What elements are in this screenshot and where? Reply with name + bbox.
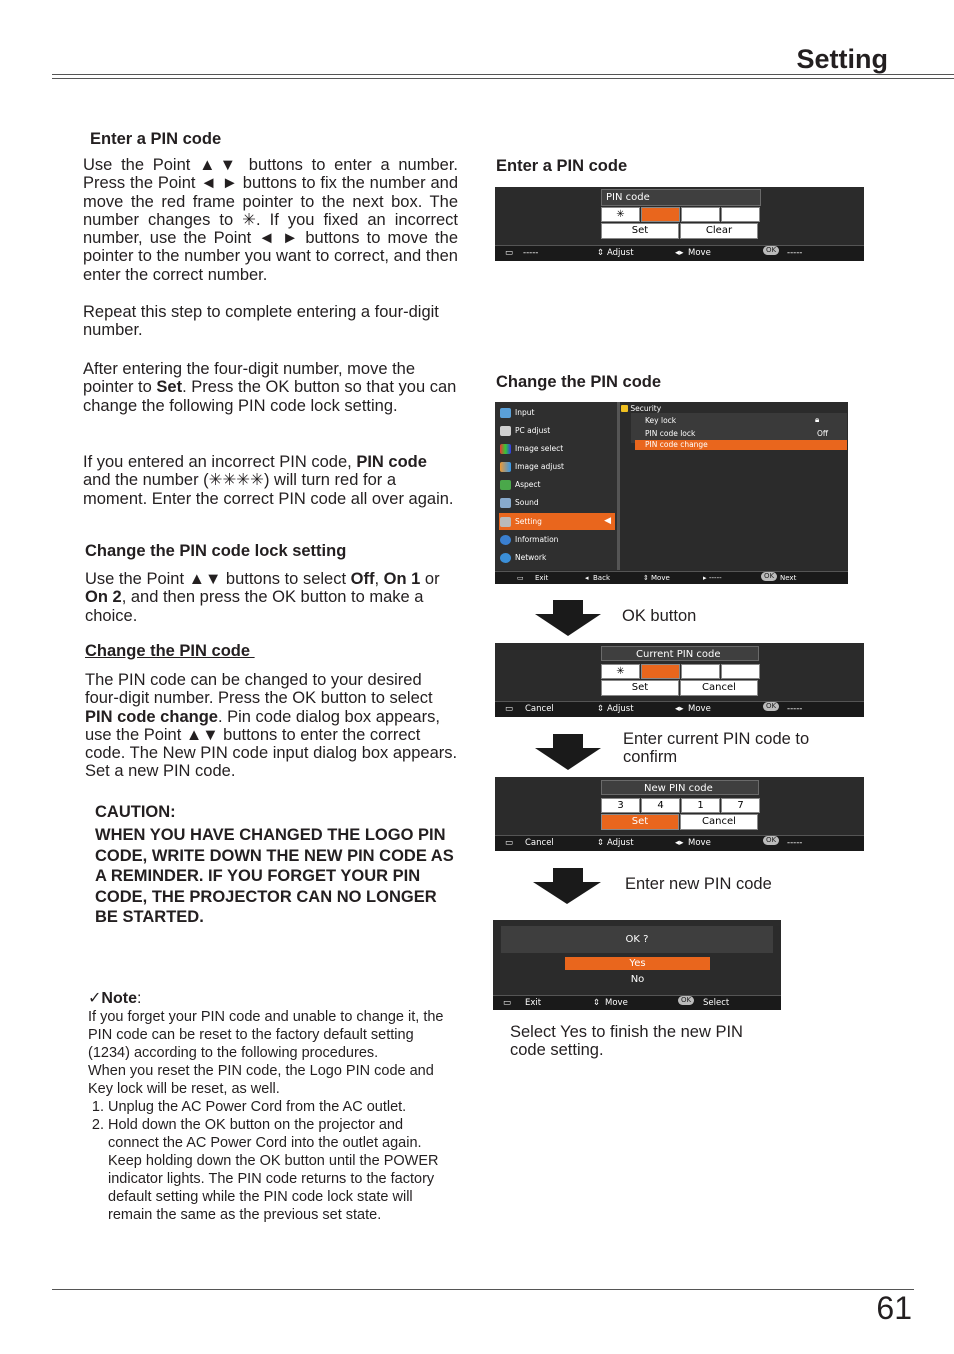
- arrow-down-icon: [553, 600, 583, 614]
- pin-digit-cell[interactable]: ✳: [601, 664, 640, 679]
- right-icon: ▸: [703, 574, 707, 582]
- text-run: . Pin code dialog box appears, use the Point ▲▼ buttons to enter the correct code. The New PIN code input dialog box appears. Set a new PIN code.: [85, 707, 458, 781]
- note-steps: [88, 1098, 448, 1224]
- dialog-title: Current PIN code: [601, 646, 759, 661]
- pin-code-lock-row[interactable]: PIN code lock: [645, 429, 696, 438]
- ok-key: OK: [763, 836, 779, 845]
- pointer-left-icon: ◀: [604, 516, 611, 526]
- pin-digit-cell[interactable]: [721, 664, 760, 679]
- adjust-label: Adjust: [607, 248, 634, 258]
- information-icon: [500, 535, 511, 545]
- lock-icon: [621, 405, 628, 412]
- text-run-bold: Set: [156, 378, 183, 397]
- text-run: . Press the OK button so that you can change the following PIN code lock setting.: [83, 378, 457, 415]
- text-run: The PIN code can be changed to your desired four-digit number. Press the OK button to select: [85, 671, 433, 708]
- dialog-title: OK ?: [501, 926, 773, 953]
- pin-code-lock-value: Off: [817, 429, 829, 438]
- menu-item-information[interactable]: [499, 531, 615, 548]
- pin-digit-cell[interactable]: 3: [601, 798, 640, 813]
- menu-label: Network: [515, 553, 547, 562]
- text-run: After entering the four-digit number, move the pointer to: [83, 360, 416, 397]
- pin-digit-cell[interactable]: [721, 207, 760, 222]
- leftright-icon: ◂▸: [675, 248, 684, 258]
- network-icon: [500, 553, 511, 563]
- menu-item-image-adjust[interactable]: [499, 458, 615, 475]
- dialog-title: PIN code: [601, 189, 761, 206]
- menu-item-network[interactable]: [499, 549, 615, 566]
- ok-button-caption: OK button: [622, 607, 697, 625]
- cancel-label: Cancel: [525, 838, 554, 848]
- ok-label: -----: [787, 248, 803, 258]
- set-button[interactable]: Set: [601, 814, 679, 830]
- enter-pin-heading: Enter a PIN code: [90, 130, 222, 148]
- aspect-icon: [500, 480, 511, 490]
- menu-label: Sound: [515, 498, 539, 507]
- menu-label: Input: [515, 408, 535, 417]
- exit-label: Exit: [525, 998, 542, 1008]
- set-button[interactable]: Set: [601, 680, 679, 696]
- enter-pin-caption: Enter a PIN code: [496, 157, 628, 175]
- text-run: :: [136, 990, 142, 1007]
- arrow-down-icon: [535, 614, 601, 636]
- status-bar: [495, 701, 864, 717]
- status-bar: [493, 995, 781, 1010]
- menu-key-icon: ▭: [505, 248, 514, 258]
- text-run-bold: Off: [350, 570, 375, 588]
- adjust-label: Adjust: [607, 704, 634, 714]
- note-paragraph: When you reset the PIN code, the Logo PIN code and Key lock will be reset, as well.: [88, 1063, 434, 1097]
- sound-icon: [500, 498, 511, 508]
- current-pin-screen: [495, 643, 864, 717]
- ok-label: -----: [787, 838, 803, 848]
- enter-current-caption: Enter current PIN code to confirm: [623, 730, 810, 767]
- enter-new-caption: Enter new PIN code: [625, 875, 772, 893]
- header-rule: [52, 78, 954, 79]
- page-title: Setting: [796, 44, 888, 74]
- dialog-title: New PIN code: [601, 780, 759, 795]
- left-icon: ◂: [585, 574, 589, 582]
- cancel-label: Cancel: [525, 704, 554, 714]
- arrow-down-icon: [553, 734, 583, 748]
- text-run-bold: PIN code change: [85, 707, 218, 726]
- text-run-bold: On 2: [85, 588, 122, 607]
- leftright-icon: ◂▸: [675, 704, 684, 714]
- menu-label: Image adjust: [515, 462, 564, 471]
- move-label: Move: [688, 704, 711, 714]
- exit-label: -----: [523, 248, 539, 258]
- ok-key: OK: [761, 572, 777, 581]
- move-label: Move: [651, 574, 670, 582]
- updown-icon: ⇕: [597, 838, 605, 848]
- exit-label: Exit: [535, 574, 549, 582]
- change-pin-heading: Change the PIN code: [85, 642, 255, 660]
- no-option[interactable]: No: [630, 974, 645, 985]
- pin-code-screen: [495, 187, 864, 261]
- setting-icon: [500, 517, 511, 527]
- cancel-button[interactable]: Cancel: [680, 680, 758, 696]
- text-run-bold: On 1: [383, 570, 421, 588]
- select-yes-caption: Select Yes to finish the new PIN code setting.: [510, 1023, 743, 1060]
- adjust-label: Adjust: [607, 838, 634, 848]
- caution-heading: CAUTION:: [95, 803, 176, 821]
- cancel-button[interactable]: Cancel: [680, 814, 758, 830]
- updown-icon: ⇕: [593, 998, 601, 1008]
- move-label: Move: [688, 838, 711, 848]
- select-label: Select: [703, 998, 730, 1008]
- menu-key-icon: ▭: [505, 838, 514, 848]
- text-run: If you entered an incorrect PIN code,: [83, 453, 357, 471]
- note-body: [88, 1008, 448, 1224]
- pin-digit-cell[interactable]: [641, 664, 680, 679]
- list-item: 1. Unplug the AC Power Cord from the AC outlet.: [108, 1098, 448, 1116]
- enter-pin-paragraph-3: [83, 360, 458, 415]
- ok-key: OK: [763, 702, 779, 711]
- arrow-down-icon: [535, 748, 601, 770]
- text-run: ,: [374, 570, 384, 588]
- page-number: 61: [876, 1290, 912, 1326]
- text-run: Use the Point ▲▼ buttons to select: [85, 570, 351, 588]
- menu-item-sound[interactable]: [499, 494, 615, 511]
- new-pin-screen: [495, 777, 864, 851]
- clear-button[interactable]: Clear: [680, 223, 758, 239]
- menu-item-input[interactable]: [499, 404, 615, 421]
- enter-pin-paragraph-4: [83, 453, 458, 508]
- text-run-bold: PIN code: [356, 453, 427, 471]
- list-item: 2. Hold down the OK button on the projector and connect the AC Power Cord into the outlet again. Keep holding down the OK button until the POWER indicator lights. The PIN code returns to the factory default setting while the PIN code lock state will remain the same as the previous set state.: [108, 1116, 448, 1224]
- caution-text: WHEN YOU HAVE CHANGED THE LOGO PIN CODE, WRITE DOWN THE NEW PIN CODE AS A REMINDER. IF YOU FORGET YOUR PIN CODE, THE PROJECTOR CAN NO LONGER BE STARTED.: [95, 826, 454, 926]
- set-button[interactable]: Set: [601, 223, 679, 239]
- move-label: Move: [688, 248, 711, 258]
- leftright-icon: ◂▸: [675, 838, 684, 848]
- next-label: Next: [780, 574, 797, 582]
- menu-item-pc-adjust[interactable]: [499, 422, 615, 439]
- pin-digit-cell[interactable]: 1: [681, 798, 720, 813]
- pin-digit-cell[interactable]: [681, 207, 720, 222]
- check-icon: ✓: [88, 990, 102, 1007]
- change-pin-caption: Change the PIN code: [496, 373, 662, 391]
- ok-label: -----: [787, 704, 803, 714]
- lock-setting-heading: Change the PIN code lock setting: [85, 542, 347, 560]
- status-bar: [495, 245, 864, 261]
- menu-key-icon: ▭: [505, 704, 514, 714]
- image-select-icon: [500, 444, 511, 454]
- menu-item-setting[interactable]: [499, 513, 615, 530]
- note-paragraph: If you forget your PIN code and unable to change it, the PIN code can be reset to the factory default setting (1234) according to the following procedures.: [88, 1009, 444, 1061]
- text-run: and the number (✳✳✳✳) will turn red for a moment. Enter the correct PIN code all over again.: [83, 471, 454, 508]
- pin-code-change-row[interactable]: PIN code change: [635, 440, 847, 450]
- menu-label: Information: [515, 535, 559, 544]
- pin-digit-cell[interactable]: ✳: [601, 207, 640, 222]
- status-bar: [495, 571, 848, 584]
- note-heading: [88, 988, 141, 1008]
- ok-key: OK: [763, 246, 779, 255]
- key-lock-icon: 🔒︎: [815, 415, 820, 424]
- pc-adjust-icon: [500, 426, 511, 436]
- menu-label: Aspect: [515, 480, 541, 489]
- footer-rule: [52, 1289, 914, 1290]
- menu-label: Image select: [515, 444, 564, 453]
- pin-digit-cell[interactable]: 4: [641, 798, 680, 813]
- yes-option[interactable]: Yes: [565, 957, 710, 970]
- pin-digit-cell[interactable]: [681, 664, 720, 679]
- arrow-down-icon: [553, 868, 583, 882]
- menu-key-icon: ▭: [517, 574, 524, 582]
- updown-icon: ⇕: [643, 574, 649, 582]
- panel-title: Security: [630, 404, 662, 413]
- security-panel: [621, 404, 847, 413]
- text-run: or: [420, 570, 440, 588]
- change-pin-paragraph: [85, 671, 458, 781]
- arrow-down-icon: [533, 882, 601, 904]
- header-rule: [52, 74, 954, 75]
- updown-icon: ⇕: [597, 248, 605, 258]
- enter-pin-paragraph-1: Use the Point ▲▼ buttons to enter a number. Press the Point ◄ ► buttons to fix the number and move the red frame pointer to the next box. The number changes to ✳. If you fixed an incorrect number, use the Point ◄ ► buttons to move the pointer to the number you want to correct, and then enter the correct number.: [83, 156, 458, 284]
- dash-label: -----: [709, 574, 722, 582]
- menu-label: PC adjust: [515, 426, 551, 435]
- menu-item-image-select[interactable]: [499, 440, 615, 457]
- confirm-screen: [493, 920, 781, 1010]
- status-bar: [495, 835, 864, 851]
- back-label: Back: [593, 574, 610, 582]
- menu-item-aspect[interactable]: [499, 476, 615, 493]
- image-adjust-icon: [500, 462, 511, 472]
- lock-setting-paragraph: [85, 570, 455, 625]
- move-label: Move: [605, 998, 628, 1008]
- pin-digit-cell[interactable]: [641, 207, 680, 222]
- menu-label: Setting: [515, 517, 542, 526]
- note-label: Note: [101, 990, 137, 1007]
- menu-key-icon: ▭: [503, 998, 512, 1008]
- ok-key: OK: [678, 996, 694, 1005]
- input-icon: [500, 408, 511, 418]
- enter-pin-paragraph-2: Repeat this step to complete entering a four-digit number.: [83, 303, 439, 340]
- setting-menu-screen: [495, 402, 848, 584]
- updown-icon: ⇕: [597, 704, 605, 714]
- text-run: , and then press the OK button to make a choice.: [85, 588, 424, 625]
- key-lock-row[interactable]: Key lock: [645, 416, 677, 425]
- pin-digit-cell[interactable]: 7: [721, 798, 760, 813]
